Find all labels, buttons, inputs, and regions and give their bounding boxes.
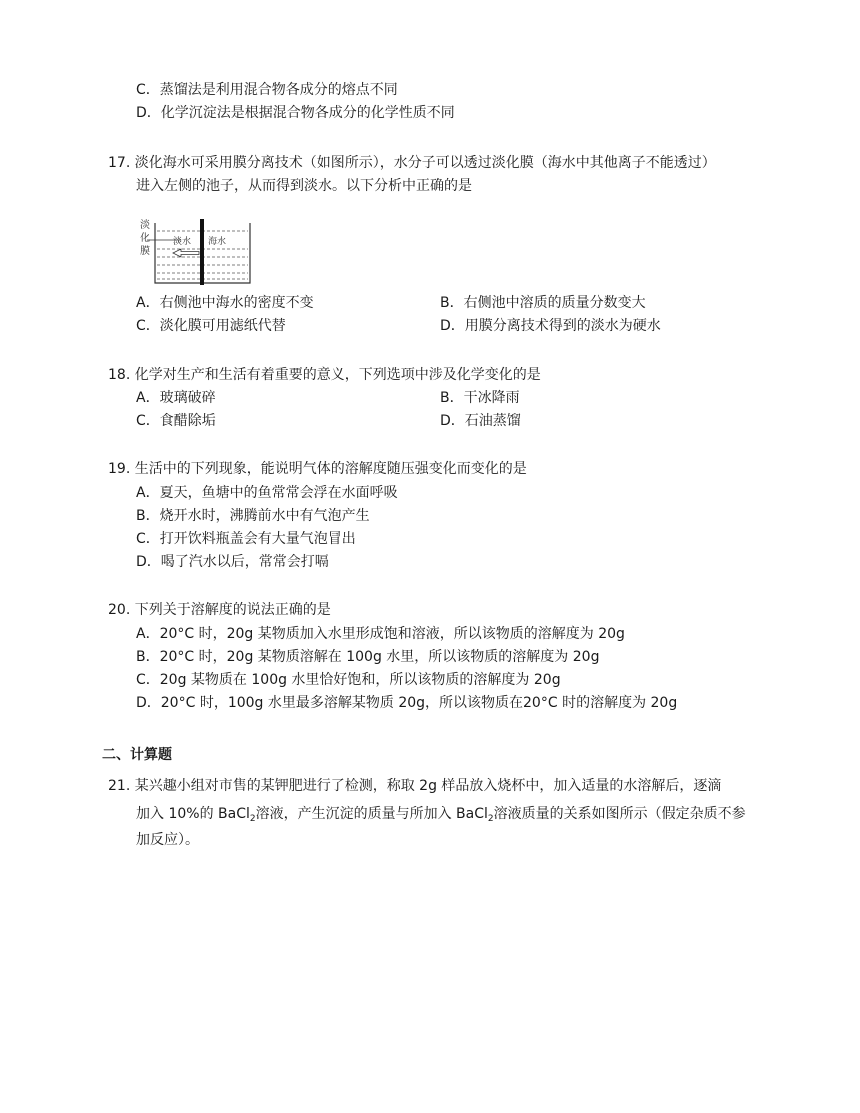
membrane-label-char1: 淡 — [140, 220, 150, 231]
q19-option-b: B．烧开水时，沸腾前水中有气泡产生 — [136, 508, 370, 524]
q21-subscript-1: 2 — [249, 814, 256, 824]
q18-option-a: A．玻璃破碎 — [136, 390, 216, 406]
q21-subscript-2: 2 — [487, 814, 494, 824]
q17-option-a: A．右侧池中海水的密度不变 — [136, 295, 314, 311]
q16-option-d: D．化学沉淀法是根据混合物各成分的化学性质不同 — [136, 105, 455, 121]
membrane-label-char2: 化 — [140, 233, 150, 244]
flow-arrow-icon — [173, 249, 199, 257]
section-title: 二、计算题 — [102, 747, 172, 763]
q21-line2-part-c: 溶液质量的关系如图所示（假定杂质不参 — [493, 806, 746, 822]
q20-option-b: B．20°C 时，20g 某物质溶解在 100g 水里，所以该物质的溶解度为 20g — [136, 649, 600, 665]
q20-option-c: C．20g 某物质在 100g 水里恰好饱和，所以该物质的溶解度为 20g — [136, 672, 561, 688]
sea-water-label: 海水 — [208, 237, 227, 247]
q19-stem: 19. 生活中的下列现象，能说明气体的溶解度随压强变化而变化的是 — [108, 461, 527, 477]
q16-option-c: C．蒸馏法是利用混合物各成分的熔点不同 — [136, 82, 398, 98]
q21-line2-part-a: 加入 10%的 BaCl — [136, 806, 250, 822]
q21-line2-part-b: 溶液，产生沉淀的质量与所加入 BaCl — [255, 806, 488, 822]
q21-line2 — [136, 804, 746, 824]
q17-option-d: D．用膜分离技术得到的淡水为硬水 — [440, 318, 661, 334]
q20-option-a: A．20°C 时，20g 某物质加入水里形成饱和溶液，所以该物质的溶解度为 20g — [136, 626, 625, 642]
membrane-label-char3: 膜 — [140, 246, 150, 257]
q18-option-b: B．干冰降雨 — [440, 390, 520, 406]
q17-stem-line1: 17. 淡化海水可采用膜分离技术（如图所示），水分子可以透过淡化膜（海水中其他离子不能透过） — [108, 155, 716, 171]
q20-option-d: D．20°C 时，100g 水里最多溶解某物质 20g，所以该物质在20°C 时的溶解度为 20g — [136, 695, 678, 711]
q20-stem: 20. 下列关于溶解度的说法正确的是 — [108, 602, 331, 618]
q17-stem-line2: 进入左侧的池子，从而得到淡水。以下分析中正确的是 — [136, 178, 472, 194]
q17-option-c: C．淡化膜可用滤纸代替 — [136, 318, 286, 334]
q18-option-d: D．石油蒸馏 — [440, 413, 521, 429]
q21-line1: 21. 某兴趣小组对市售的某钾肥进行了检测，称取 2g 样品放入烧杯中，加入适量的水溶解后，逐滴 — [108, 778, 722, 794]
q21-line3: 加反应）。 — [136, 832, 199, 848]
q18-stem: 18. 化学对生产和生活有着重要的意义，下列选项中涉及化学变化的是 — [108, 367, 541, 383]
q19-option-d: D．喝了汽水以后，常常会打嗝 — [136, 554, 329, 570]
fresh-water-label: 淡水 — [173, 237, 192, 247]
q19-option-a: A．夏天，鱼塘中的鱼常常会浮在水面呼吸 — [136, 485, 398, 501]
membrane-bar — [200, 219, 204, 285]
q17-option-b: B．右侧池中溶质的质量分数变大 — [440, 295, 646, 311]
q18-option-c: C．食醋除垢 — [136, 413, 216, 429]
membrane-separation-diagram — [133, 213, 258, 295]
q19-option-c: C．打开饮料瓶盖会有大量气泡冒出 — [136, 531, 356, 547]
